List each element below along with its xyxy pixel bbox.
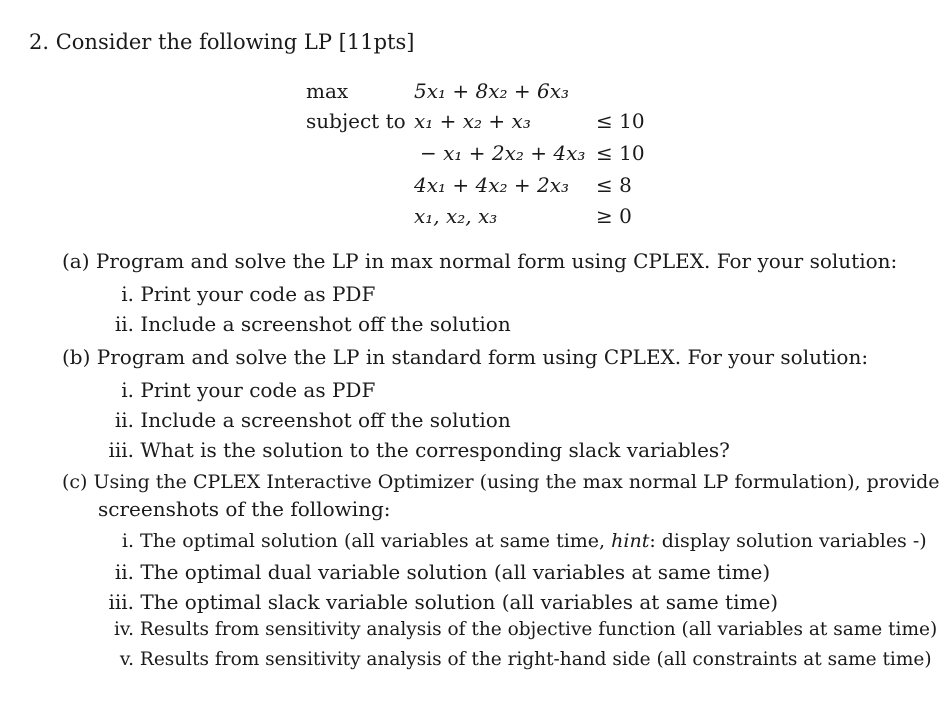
item-text: What is the solution to the corresponding slack variables?: [140, 438, 730, 462]
item-number: i.: [121, 378, 134, 402]
list-item: [106, 282, 375, 306]
objective-label: max: [306, 79, 349, 103]
constraint-2-expression: − x₁ + 2x₂ + 4x₃: [420, 141, 586, 165]
item-number: iii.: [108, 590, 134, 614]
part-c-text-line1: Using the CPLEX Interactive Optimizer (using the max normal LP formulation), provide: [93, 471, 940, 493]
item-text: Results from sensitivity analysis of the objective function (all variables at same time): [139, 619, 938, 640]
part-b-label: (b): [62, 345, 91, 369]
item-text: Print your code as PDF: [140, 378, 376, 402]
list-item: [106, 530, 927, 552]
objective-expression: 5x₁ + 8x₂ + 6x₃: [414, 79, 570, 103]
part-c-text-line2: screenshots of the following:: [98, 497, 391, 521]
item-number: i.: [121, 530, 134, 552]
item-text: Include a screenshot off the solution: [140, 312, 511, 336]
hint-text: hint: [611, 530, 650, 552]
item-number: ii.: [114, 560, 134, 584]
part-b-text: Program and solve the LP in standard form using CPLEX. For your solution:: [96, 345, 869, 369]
list-item: [106, 560, 770, 584]
part-a: [62, 249, 897, 273]
part-a-label: (a): [62, 249, 90, 273]
item-text-before: The optimal solution (all variables at same time,: [140, 530, 612, 552]
part-c: [62, 471, 939, 493]
constraints-label: subject to: [306, 109, 406, 133]
list-item: [106, 312, 511, 336]
constraint-3-expression: 4x₁ + 4x₂ + 2x₃: [414, 173, 570, 197]
list-item: [106, 408, 511, 432]
item-number: v.: [119, 649, 134, 670]
item-text: The optimal dual variable solution (all variables at same time): [140, 560, 771, 584]
part-c-label: (c): [62, 471, 88, 493]
item-number: iv.: [113, 619, 134, 640]
item-text: Include a screenshot off the solution: [140, 408, 511, 432]
list-item: [106, 378, 375, 402]
constraint-2-rhs: ≤ 10: [596, 141, 645, 165]
problem-title: 2. Consider the following LP [11pts]: [29, 30, 415, 54]
list-item: [106, 619, 937, 640]
item-text-after: : display solution variables -): [649, 530, 927, 552]
constraint-1-rhs: ≤ 10: [596, 109, 645, 133]
list-item: [106, 649, 932, 670]
item-number: ii.: [114, 312, 134, 336]
item-number: iii.: [108, 438, 134, 462]
item-text: The optimal slack variable solution (all variables at same time): [140, 590, 779, 614]
item-number: i.: [121, 282, 134, 306]
item-number: ii.: [114, 408, 134, 432]
nonnegativity-rhs: ≥ 0: [596, 204, 632, 228]
part-b: [62, 345, 868, 369]
list-item: [106, 438, 730, 462]
nonnegativity-expression: x₁, x₂, x₃: [414, 204, 498, 228]
item-text: Results from sensitivity analysis of the right-hand side (all constraints at same time): [139, 649, 932, 670]
constraint-1-expression: x₁ + x₂ + x₃: [414, 109, 531, 133]
constraint-3-rhs: ≤ 8: [596, 173, 632, 197]
part-a-text: Program and solve the LP in max normal form using CPLEX. For your solution:: [95, 249, 898, 273]
list-item: [106, 590, 778, 614]
item-text: Print your code as PDF: [140, 282, 376, 306]
